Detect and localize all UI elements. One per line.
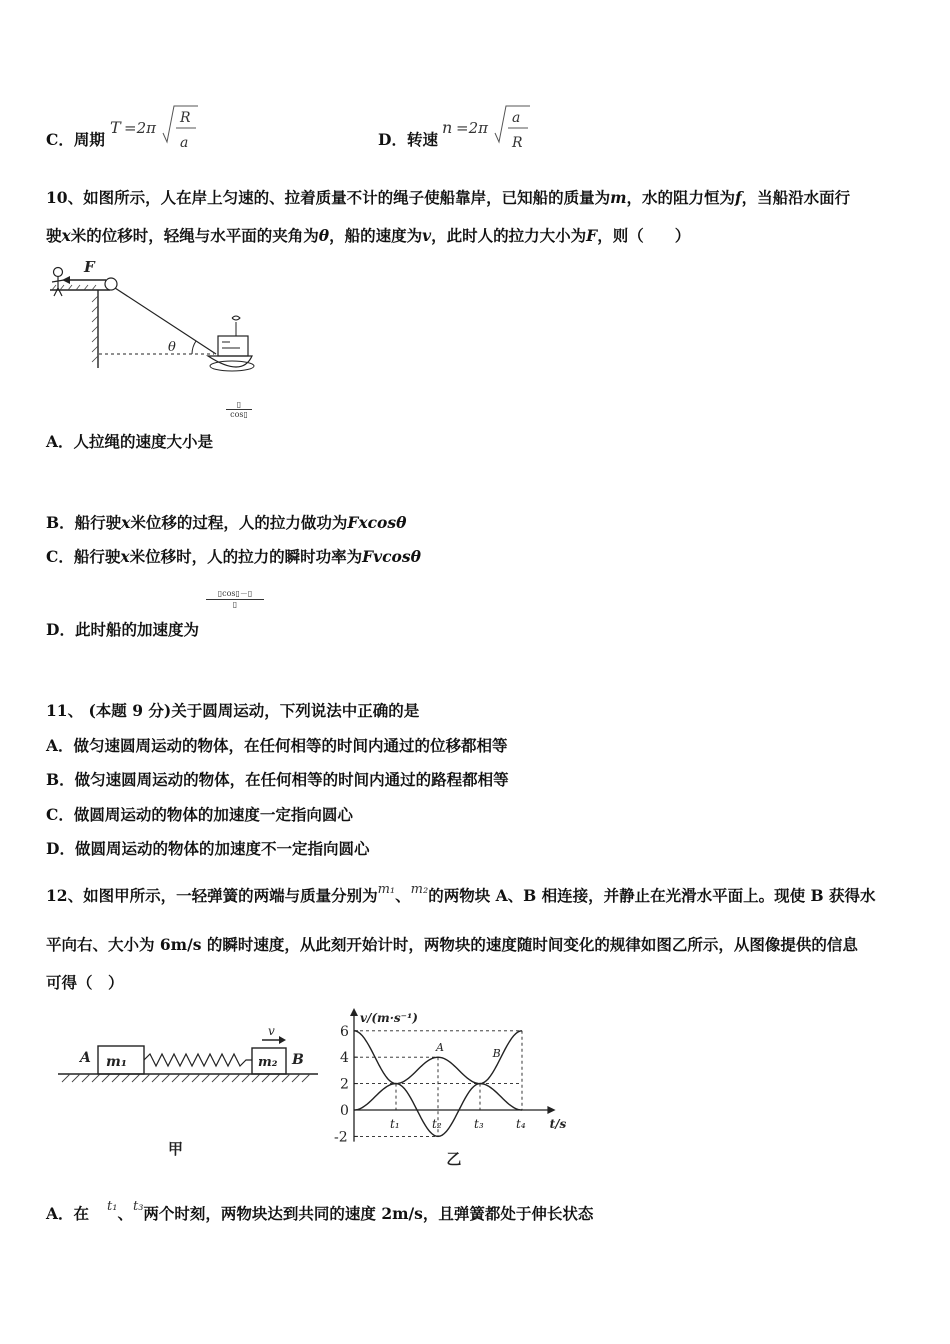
y-axis-label: v/(m·s⁻¹): [360, 1011, 418, 1025]
q12-jia-A: A: [80, 1050, 91, 1066]
q9-c-lhs: T: [110, 118, 121, 137]
q12-jia-caption: 甲: [168, 1140, 184, 1158]
q12-figure-jia: [56, 1022, 326, 1168]
q12-stem-line2: 平向右、大小为 6m/s 的瞬时速度，从此刻开始计时，两物块的速度随时间变化的规律如图乙所示，从图像提供的信息: [46, 935, 858, 954]
q12-jia-v: v: [268, 1024, 275, 1038]
q12-chart-yi: [318, 1004, 567, 1172]
q9-option-c-formula: [108, 102, 203, 154]
q11-option-d: D．做圆周运动的物体的加速度不一定指向圆心: [46, 839, 370, 858]
q9-c-den: a: [180, 135, 189, 151]
q10-option-d: D．此时船的加速度为: [46, 620, 199, 639]
q9-option-c-label: C．周期: [46, 130, 105, 149]
q10-stem-line2: 驶x米的位移时，轻绳与水平面的夹角为θ，船的速度为v，此时人的拉力大小为F，则（ ）: [46, 226, 691, 245]
x-tick-label: t₁: [390, 1117, 400, 1131]
q12-stem-line3: 可得（ ）: [46, 973, 124, 992]
x-tick-label: t₄: [516, 1117, 526, 1131]
y-tick-label: 2: [340, 1076, 349, 1093]
q9-option-d-formula: [440, 102, 535, 154]
q12-stem-line1: 12、如图甲所示，一轻弹簧的两端与质量分别为$^{m_1}$、$^{m_2}$的两物块 A、B 相连接，并静止在光滑水平面上。现使 B 获得水: [46, 882, 876, 905]
y-tick-label: 6: [340, 1023, 349, 1040]
q11-option-a: A．做匀速圆周运动的物体，在任何相等的时间内通过的位移都相等: [46, 736, 508, 755]
q9-option-d-label: D．转速: [378, 130, 438, 149]
annotation-A: A: [436, 1041, 444, 1055]
q11-option-b: B．做匀速圆周运动的物体，在任何相等的时间内通过的路程都相等: [46, 770, 509, 789]
q11-stem: 11、 (本题 9 分)关于圆周运动，下列说法中正确的是: [46, 701, 420, 720]
q12-m2: m₂: [410, 882, 429, 897]
annotation-B: B: [492, 1047, 501, 1061]
y-axis-arrow: [350, 1008, 358, 1016]
q9-d-lhs: n: [442, 118, 453, 137]
y-tick-label: 4: [340, 1050, 349, 1067]
q9-d-eq: =2π: [456, 119, 488, 137]
q9-c-eq: =2π: [124, 119, 156, 137]
x-axis-label: t/s: [549, 1117, 567, 1131]
q10-option-b: B．船行驶x米位移的过程，人的拉力做功为Fxcosθ: [46, 513, 407, 532]
x-axis-arrow: [547, 1106, 555, 1114]
q12-option-a-t1: t₁: [107, 1199, 118, 1214]
q12-option-a: A．在 $^{t_1}$、$^{t_3}$两个时刻，两物块达到共同的速度 2m/s，且弹簧都处于伸长状态: [46, 1199, 594, 1223]
q10-option-c: C．船行驶x米位移时，人的拉力的瞬时功率为Fvcosθ: [46, 547, 421, 566]
q9-c-num: R: [180, 110, 191, 126]
y-tick-label: 0: [340, 1103, 349, 1119]
q12-jia-m2: m₂: [258, 1055, 278, 1070]
q9-d-den: R: [512, 135, 523, 151]
q10-option-a: A．人拉绳的速度大小是: [46, 432, 214, 451]
q10-option-d-fraction: ▯cos▯－▯ ▯: [206, 588, 264, 609]
x-tick-label: t₂: [432, 1117, 442, 1131]
q10-option-a-fraction: ▯ cos▯: [226, 400, 252, 419]
q9-d-num: a: [512, 110, 521, 126]
q10-figure-boat-rope: [46, 256, 276, 380]
q11-option-c: C．做圆周运动的物体的加速度一定指向圆心: [46, 805, 353, 824]
q9-option-d: [378, 128, 438, 150]
q12-jia-B: B: [292, 1052, 304, 1068]
x-tick-label: t₃: [474, 1117, 484, 1131]
y-tick-label: -2: [334, 1129, 348, 1146]
q9-option-c: [46, 128, 105, 150]
chart-caption: 乙: [446, 1150, 462, 1168]
q12-jia-m1: m₁: [106, 1054, 127, 1070]
q10-figure-label-theta: θ: [168, 340, 176, 355]
q10-figure-label-F: F: [84, 258, 95, 276]
q10-stem-line1: 10、如图所示，人在岸上匀速的、拉着质量不计的绳子使船靠岸，已知船的质量为m，水的阻力恒为f，当船沿水面行: [46, 188, 851, 207]
q12-option-a-t3: t₃: [132, 1199, 144, 1214]
q12-m1: m₁: [377, 882, 396, 897]
